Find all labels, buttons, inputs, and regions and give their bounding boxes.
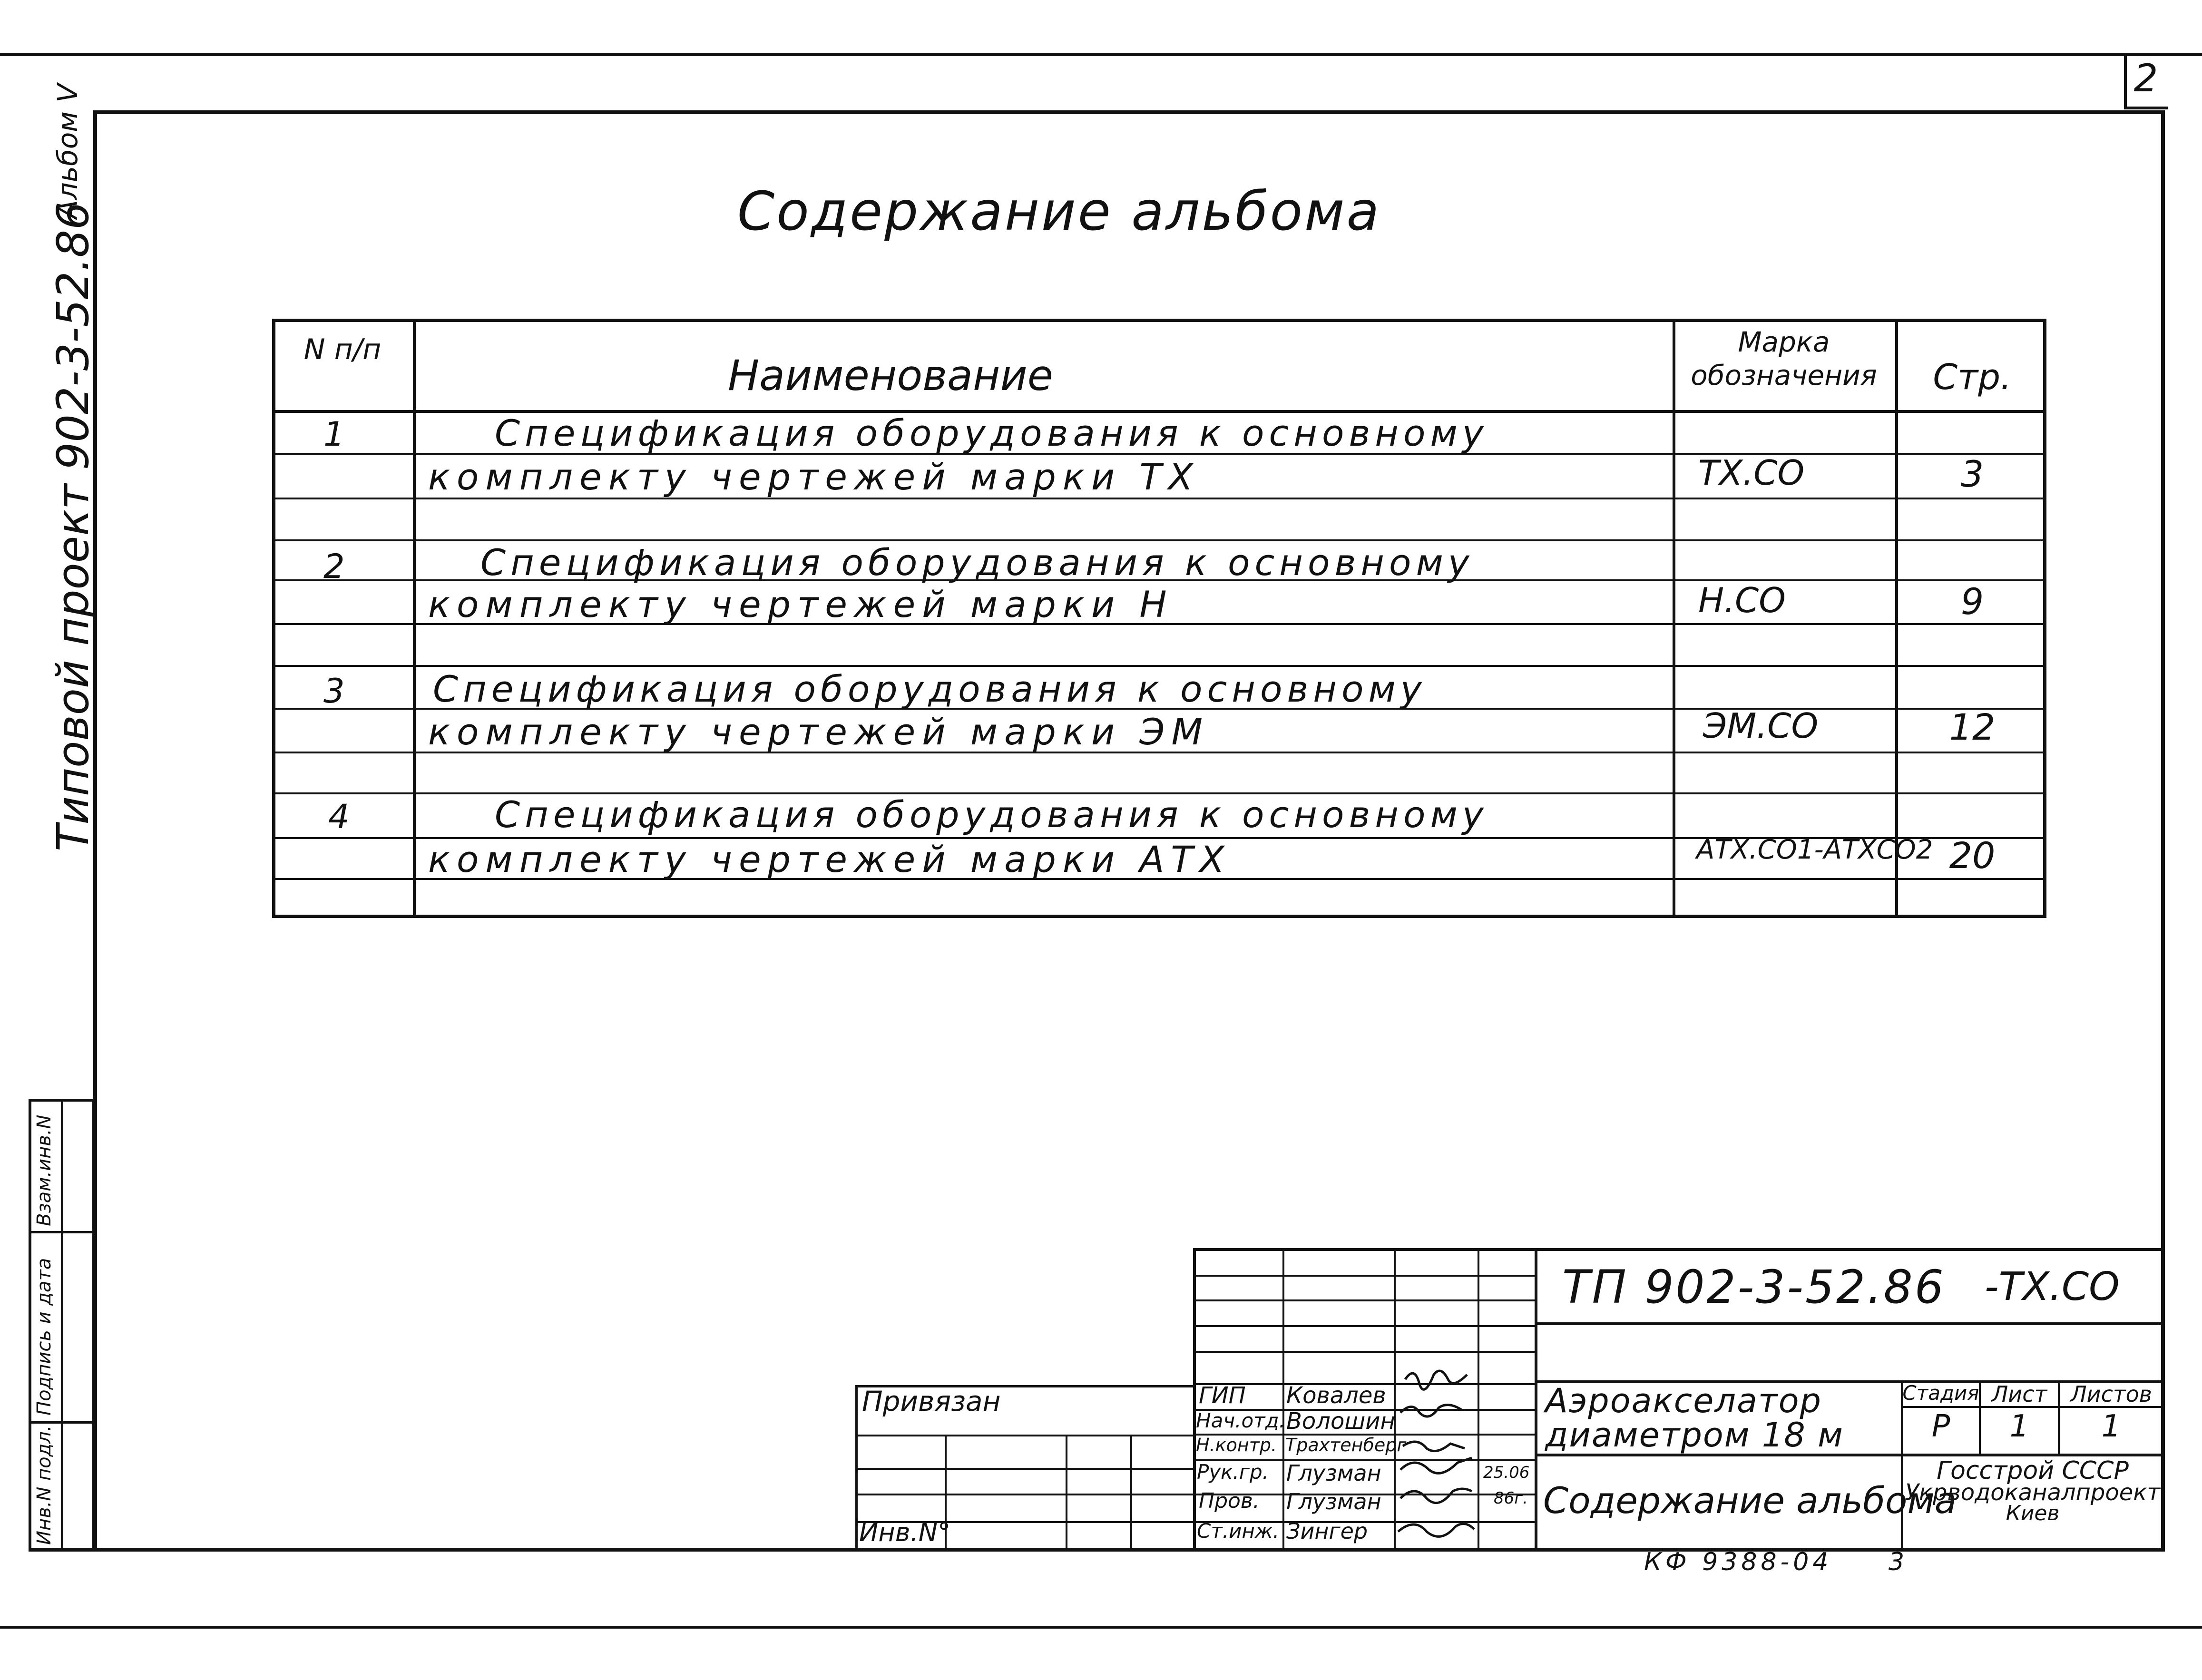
left-stamp-inv-podl: Инв.N подл.	[33, 1425, 55, 1545]
bind-label: Привязан	[862, 1385, 1001, 1417]
toc-col-div-3	[1895, 319, 1898, 918]
outer-frame-top	[0, 53, 2202, 56]
tb-name: Трахтенберг	[1285, 1435, 1407, 1455]
toc-row-name-line2: комплекту чертежей марки Н	[428, 583, 1174, 625]
toc-row-num: 4	[328, 797, 350, 836]
tb-list-label: Лист	[1991, 1381, 2047, 1407]
inner-frame-top	[93, 110, 2165, 114]
tb-code-bottom	[1536, 1322, 2165, 1325]
left-stamp-h1	[29, 1231, 95, 1233]
margin-album: Альбом V	[51, 83, 84, 219]
toc-row-name-line2: комплекту чертежей марки АТХ	[428, 838, 1231, 880]
tb-org-line3: Киев	[2006, 1501, 2060, 1525]
tb-role: Рук.гр.	[1197, 1460, 1269, 1484]
bind-inv-label: Инв.N°	[859, 1517, 951, 1547]
toc-header-mark: Марка обозначения	[1691, 326, 1877, 391]
toc-row-line	[272, 665, 2046, 667]
tb-sig-v4	[1535, 1248, 1537, 1551]
page-title: Содержание альбома	[737, 181, 1381, 243]
inner-frame-bottom	[29, 1548, 2165, 1552]
tb-name: Зингер	[1286, 1518, 1368, 1544]
toc-row-mark: Н.СО	[1698, 580, 1786, 620]
margin-project: Типовой проект 902-3-52.86	[48, 202, 98, 851]
tb-list-value: 1	[2009, 1409, 2029, 1444]
toc-row-num: 2	[323, 547, 345, 586]
toc-row-name-line1: Спецификация оборудования к основному	[495, 793, 1488, 836]
bind-v2	[1066, 1435, 1067, 1551]
toc-col-div-1	[413, 319, 416, 918]
tb-sig-v3	[1478, 1248, 1479, 1551]
bind-v3	[1130, 1435, 1132, 1551]
tb-left	[1193, 1248, 1196, 1551]
tb-object-line2: диаметром 18 м	[1545, 1416, 1844, 1455]
tb-org-line1: Госстрой СССР	[1937, 1456, 2129, 1485]
tb-top	[1193, 1248, 2165, 1251]
toc-row-mark: АТХ.СО1-АТХСО2	[1696, 834, 1933, 865]
toc-row-num: 1	[323, 415, 345, 454]
toc-row-page: 20	[1949, 834, 1996, 877]
tb-role: Нач.отд.	[1196, 1409, 1286, 1432]
tb-role: Пров.	[1199, 1489, 1260, 1513]
toc-row-name-line2: комплекту чертежей марки ТХ	[428, 456, 1200, 498]
toc-row-mark: ЭМ.СО	[1703, 706, 1819, 746]
inner-frame-right	[2161, 110, 2165, 1551]
toc-row-page: 9	[1960, 580, 1984, 623]
outer-frame-bottom	[0, 1626, 2202, 1629]
tb-name: Глузман	[1286, 1489, 1381, 1514]
tb-sig-v1	[1282, 1248, 1284, 1551]
tb-sig-h	[1193, 1299, 1536, 1301]
toc-header-page: Стр.	[1933, 357, 2012, 398]
page-number: 2	[2133, 56, 2158, 100]
tb-date-day: 25.06	[1483, 1463, 1530, 1482]
tb-doc-suffix: -ТХ.СО	[1985, 1264, 2120, 1309]
tb-sheet-title: Содержание альбома	[1543, 1479, 1957, 1522]
tb-role: Ст.инж.	[1197, 1519, 1280, 1543]
footer-num: 3	[1889, 1548, 1905, 1576]
tb-name: Ковалев	[1286, 1382, 1386, 1409]
tb-lists-label: Листов	[2070, 1381, 2152, 1407]
tb-name: Волошин	[1286, 1408, 1395, 1435]
bind-h1	[855, 1435, 1195, 1436]
footer-code: КФ 9388-04	[1644, 1548, 1832, 1576]
tb-role: Н.контр.	[1196, 1435, 1277, 1455]
tb-name: Глузман	[1286, 1460, 1381, 1486]
toc-header-name: Наименование	[728, 351, 1053, 400]
toc-row-page: 3	[1960, 453, 1984, 495]
tb-sig-h	[1193, 1325, 1536, 1327]
toc-col-div-2	[1673, 319, 1675, 918]
toc-row-name-line1: Спецификация оборудования к основному	[495, 412, 1488, 454]
toc-row-name-line2: комплекту чертежей марки ЭМ	[428, 711, 1210, 753]
tb-doc-code: ТП 902-3-52.86	[1562, 1260, 1946, 1314]
left-stamp-vzam: Взам.инв.N	[33, 1114, 55, 1226]
signatures	[1396, 1360, 1478, 1551]
left-stamp-h2	[29, 1421, 95, 1424]
toc-row-page: 12	[1949, 706, 1996, 748]
tb-lists-value: 1	[2101, 1409, 2121, 1444]
toc-header-num: N п/п	[303, 333, 382, 366]
tb-role: ГИП	[1199, 1382, 1246, 1409]
bind-h3	[855, 1494, 1195, 1495]
tb-stage-label: Стадия	[1902, 1381, 1979, 1405]
left-stamp-podpis: Подпись и дата	[33, 1258, 55, 1416]
left-stamp-div-mid	[61, 1099, 63, 1552]
tb-sig-h	[1193, 1351, 1536, 1353]
toc-row-num: 3	[323, 672, 345, 711]
tb-date-year: 86г.	[1494, 1489, 1528, 1508]
bind-h2	[855, 1468, 1195, 1470]
tb-org-line2: Укрводоканалпроект	[1905, 1479, 2161, 1506]
toc-row-mark: ТХ.СО	[1698, 453, 1805, 493]
tb-stage-value: Р	[1931, 1409, 1950, 1444]
toc-row-name-line1: Спецификация оборудования к основному	[433, 668, 1427, 710]
tb-sig-h	[1193, 1275, 1536, 1277]
tb-object-line1: Аэроакселатор	[1545, 1381, 1822, 1420]
toc-row-name-line1: Спецификация оборудования к основному	[480, 541, 1474, 584]
